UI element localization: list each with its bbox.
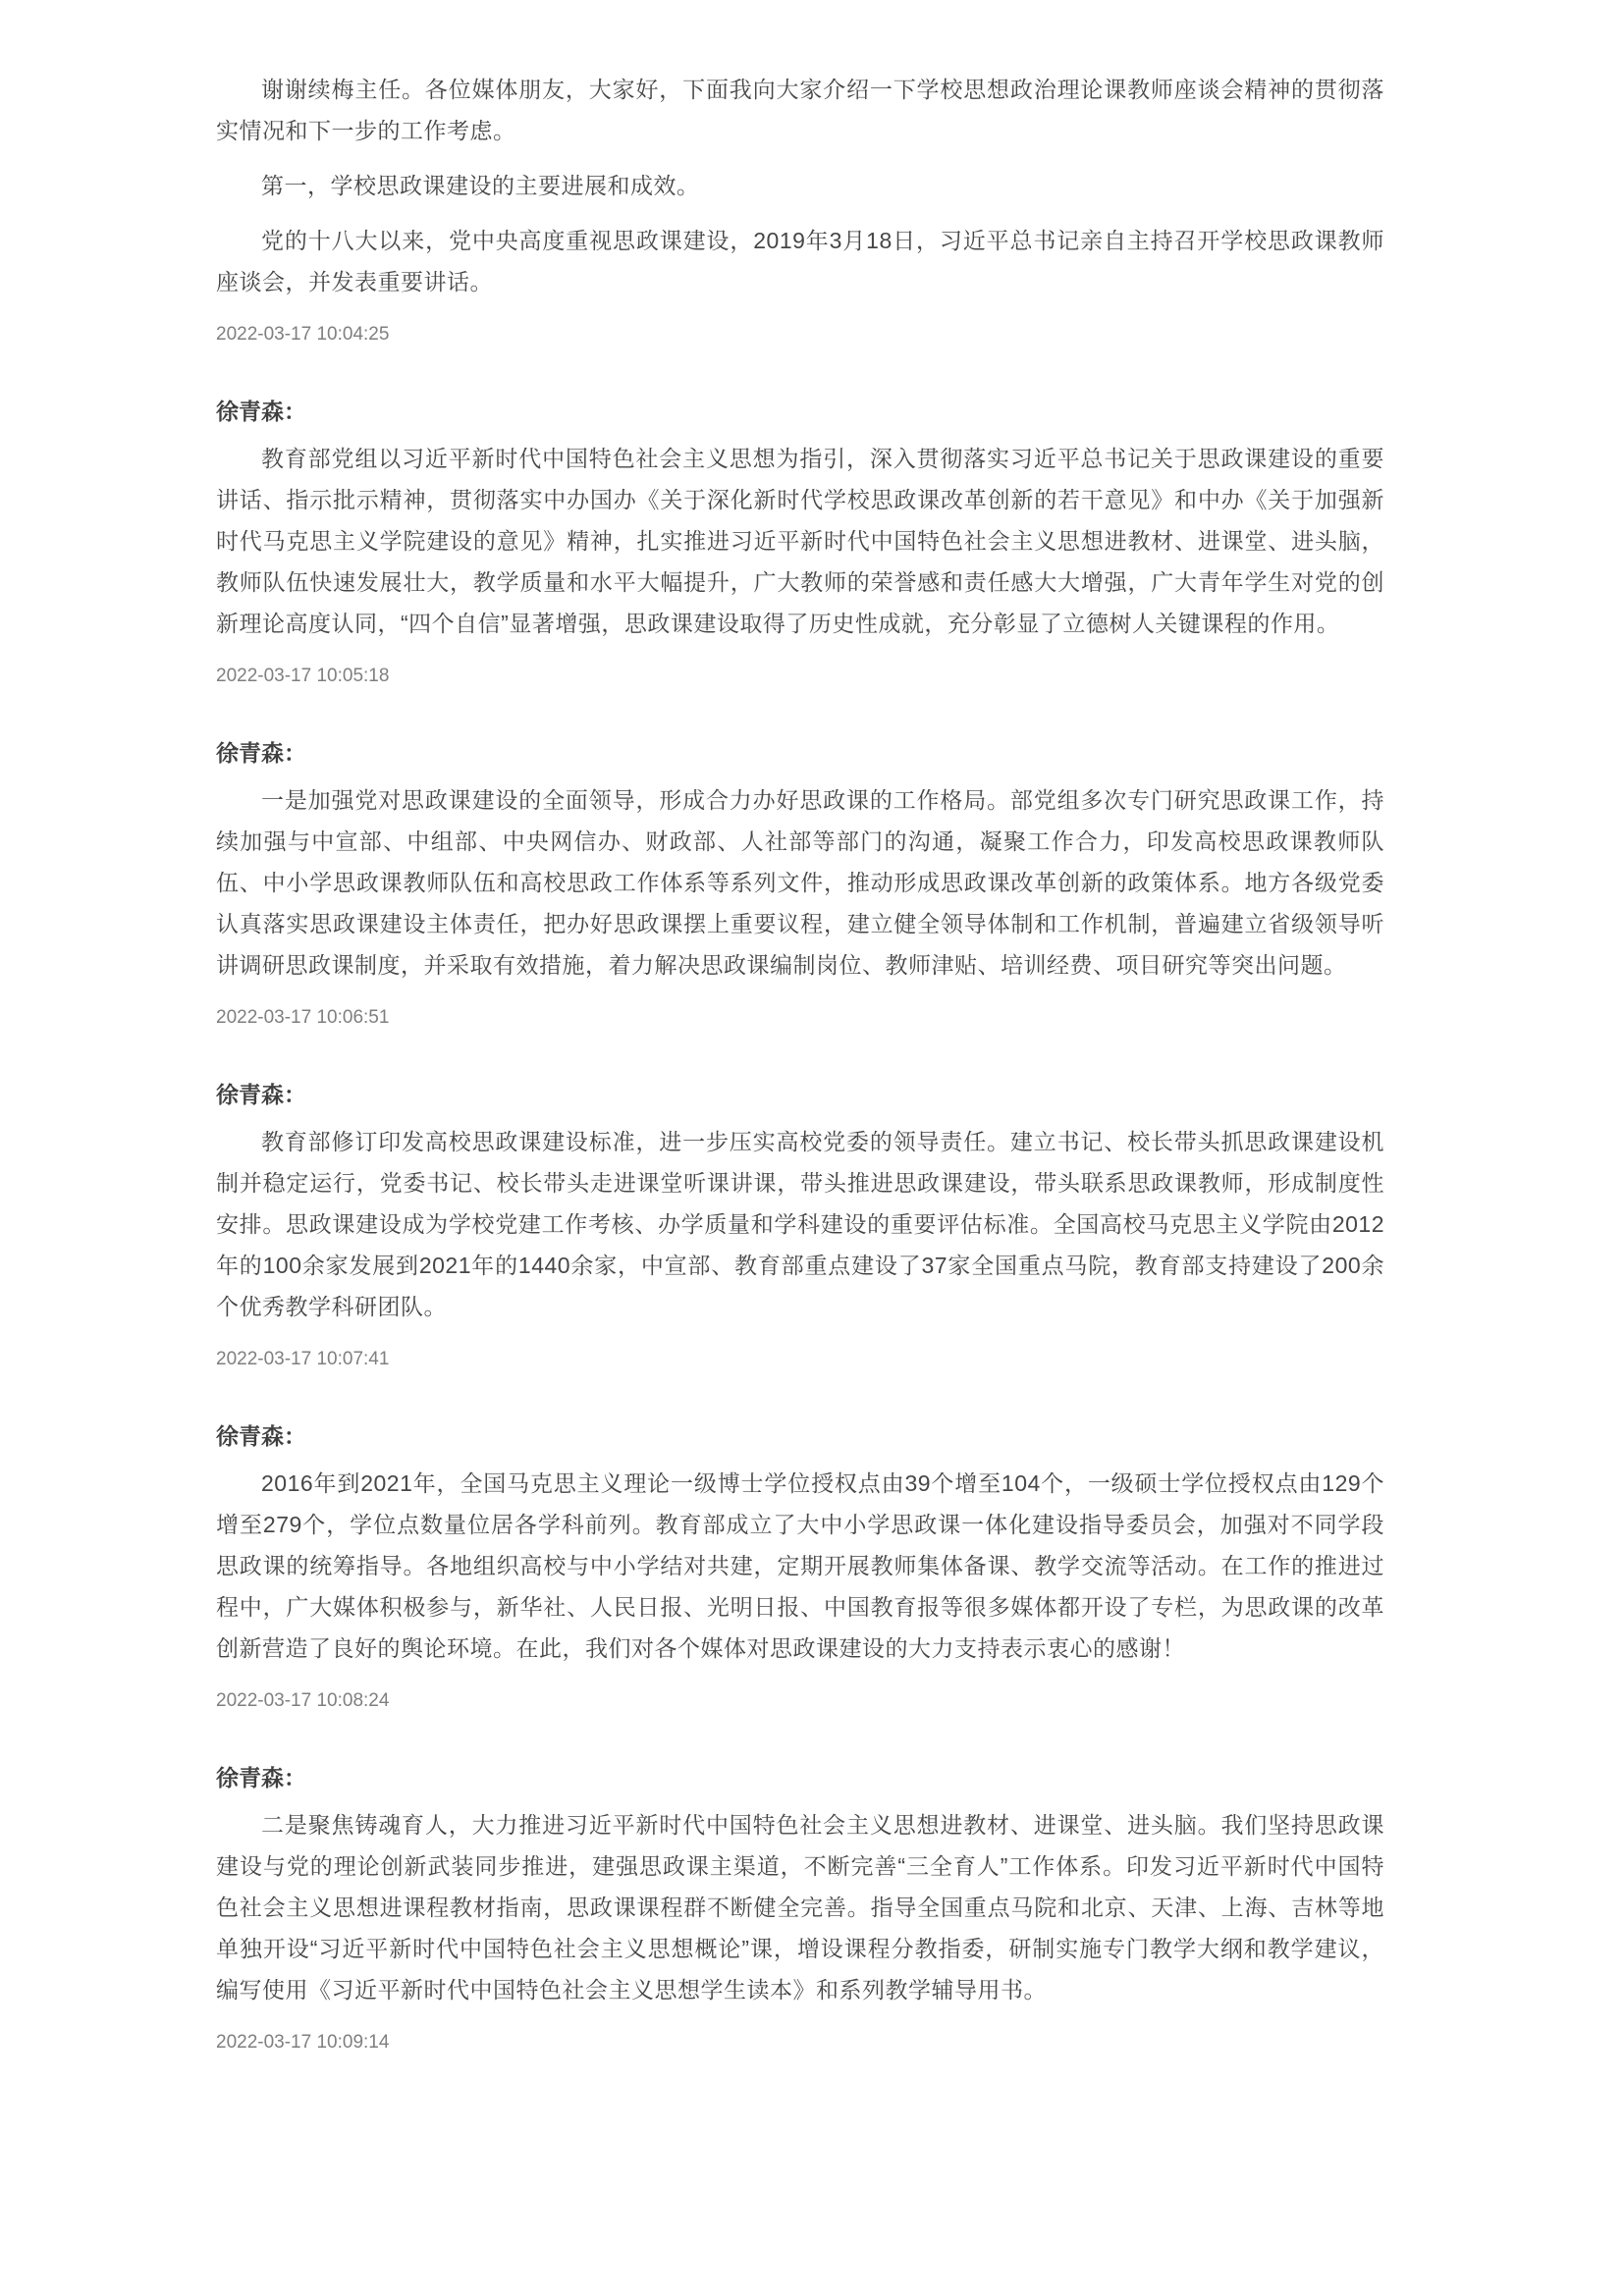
speaker-name: 徐青森： (216, 740, 306, 766)
message-timestamp: 2022-03-17 10:06:51 (216, 1007, 390, 1028)
message-timestamp: 2022-03-17 10:07:41 (216, 1349, 390, 1369)
paragraph-text: 教育部党组以习近平新时代中国特色社会主义思想为指引，深入贯彻落实习近平总书记关于思政课建设的重要讲话、指示批示精神，贯彻落实中办国办《关于深化新时代学校思政课改革创新的若干意见》和中办《关于加强新时代马克思主义学院建设的意见》精神，扎实推进习近平新时代中国特色社会主义思想进教材、进课堂、进头脑，教师队伍快速发展壮大，教学质量和水平大幅提升，广大教师的荣誉感和责任感大大增强，广大青年学生对党的创新理论高度认同，“四个自信”显著增强，思政课建设取得了历史性成就，充分彰显了立德树人关键课程的作用。 (216, 446, 1384, 636)
message-block (216, 1763, 1384, 2056)
paragraph-text: 谢谢续梅主任。各位媒体朋友，大家好，下面我向大家介绍一下学校思想政治理论课教师座谈会精神的贯彻落实情况和下一步的工作考虑。 (216, 77, 1384, 143)
paragraph-text: 教育部修订印发高校思政课建设标准，进一步压实高校党委的领导责任。建立书记、校长带头抓思政课建设机制并稳定运行，党委书记、校长带头走进课堂听课讲课，带头推进思政课建设，带头联系思政课教师，形成制度性安排。思政课建设成为学校党建工作考核、办学质量和学科建设的重要评估标准。全国高校马克思主义学院由2012年的100余家发展到2021年的1440余家，中宣部、教育部重点建设了37家全国重点马院，教育部支持建设了200余个优秀教学科研团队。 (216, 1129, 1384, 1319)
message-timestamp: 2022-03-17 10:05:18 (216, 666, 390, 686)
paragraph-text: 二是聚焦铸魂育人，大力推进习近平新时代中国特色社会主义思想进教材、进课堂、进头脑。我们坚持思政课建设与党的理论创新武装同步推进，建强思政课主渠道，不断完善“三全育人”工作体系。印发习近平新时代中国特色社会主义思想进课程教材指南，思政课课程群不断健全完善。指导全国重点马院和北京、天津、上海、吉林等地单独开设“习近平新时代中国特色社会主义思想概论”课，增设课程分教指委，研制实施专门教学大纲和教学建议，编写使用《习近平新时代中国特色社会主义思想学生读本》和系列教学辅导用书。 (216, 1812, 1384, 2002)
speaker-name: 徐青森： (216, 1765, 306, 1790)
message-timestamp: 2022-03-17 10:08:24 (216, 1690, 390, 1711)
paragraph-text: 第一，学校思政课建设的主要进展和成效。 (261, 173, 700, 198)
speaker-name: 徐青森： (216, 399, 306, 424)
message-block (216, 1421, 1384, 1714)
transcript-page (216, 0, 1384, 2173)
message-block (216, 738, 1384, 1031)
message-timestamp: 2022-03-17 10:09:14 (216, 2032, 390, 2053)
message-block (216, 1080, 1384, 1372)
paragraph-text: 党的十八大以来，党中央高度重视思政课建设，2019年3月18日，习近平总书记亲自主持召开学校思政课教师座谈会，并发表重要讲话。 (216, 228, 1384, 294)
speaker-name: 徐青森： (216, 1082, 306, 1107)
message-timestamp: 2022-03-17 10:04:25 (216, 324, 390, 345)
speaker-name: 徐青森： (216, 1423, 306, 1449)
paragraph-text: 一是加强党对思政课建设的全面领导，形成合力办好思政课的工作格局。部党组多次专门研究思政课工作，持续加强与中宣部、中组部、中央网信办、财政部、人社部等部门的沟通，凝聚工作合力，印发高校思政课教师队伍、中小学思政课教师队伍和高校思政工作体系等系列文件，推动形成思政课改革创新的政策体系。地方各级党委认真落实思政课建设主体责任，把办好思政课摆上重要议程，建立健全领导体制和工作机制，普遍建立省级领导听讲调研思政课制度，并采取有效措施，着力解决思政课编制岗位、教师津贴、培训经费、项目研究等突出问题。 (216, 787, 1384, 978)
message-block (216, 69, 1384, 347)
message-block (216, 397, 1384, 689)
paragraph-text: 2016年到2021年，全国马克思主义理论一级博士学位授权点由39个增至104个，一级硕士学位授权点由129个增至279个，学位点数量位居各学科前列。教育部成立了大中小学思政课一体化建设指导委员会，加强对不同学段思政课的统筹指导。各地组织高校与中小学结对共建，定期开展教师集体备课、教学交流等活动。在工作的推进过程中，广大媒体积极参与，新华社、人民日报、光明日报、中国教育报等很多媒体都开设了专栏，为思政课的改革创新营造了良好的舆论环境。在此，我们对各个媒体对思政课建设的大力支持表示衷心的感谢！ (216, 1470, 1384, 1661)
